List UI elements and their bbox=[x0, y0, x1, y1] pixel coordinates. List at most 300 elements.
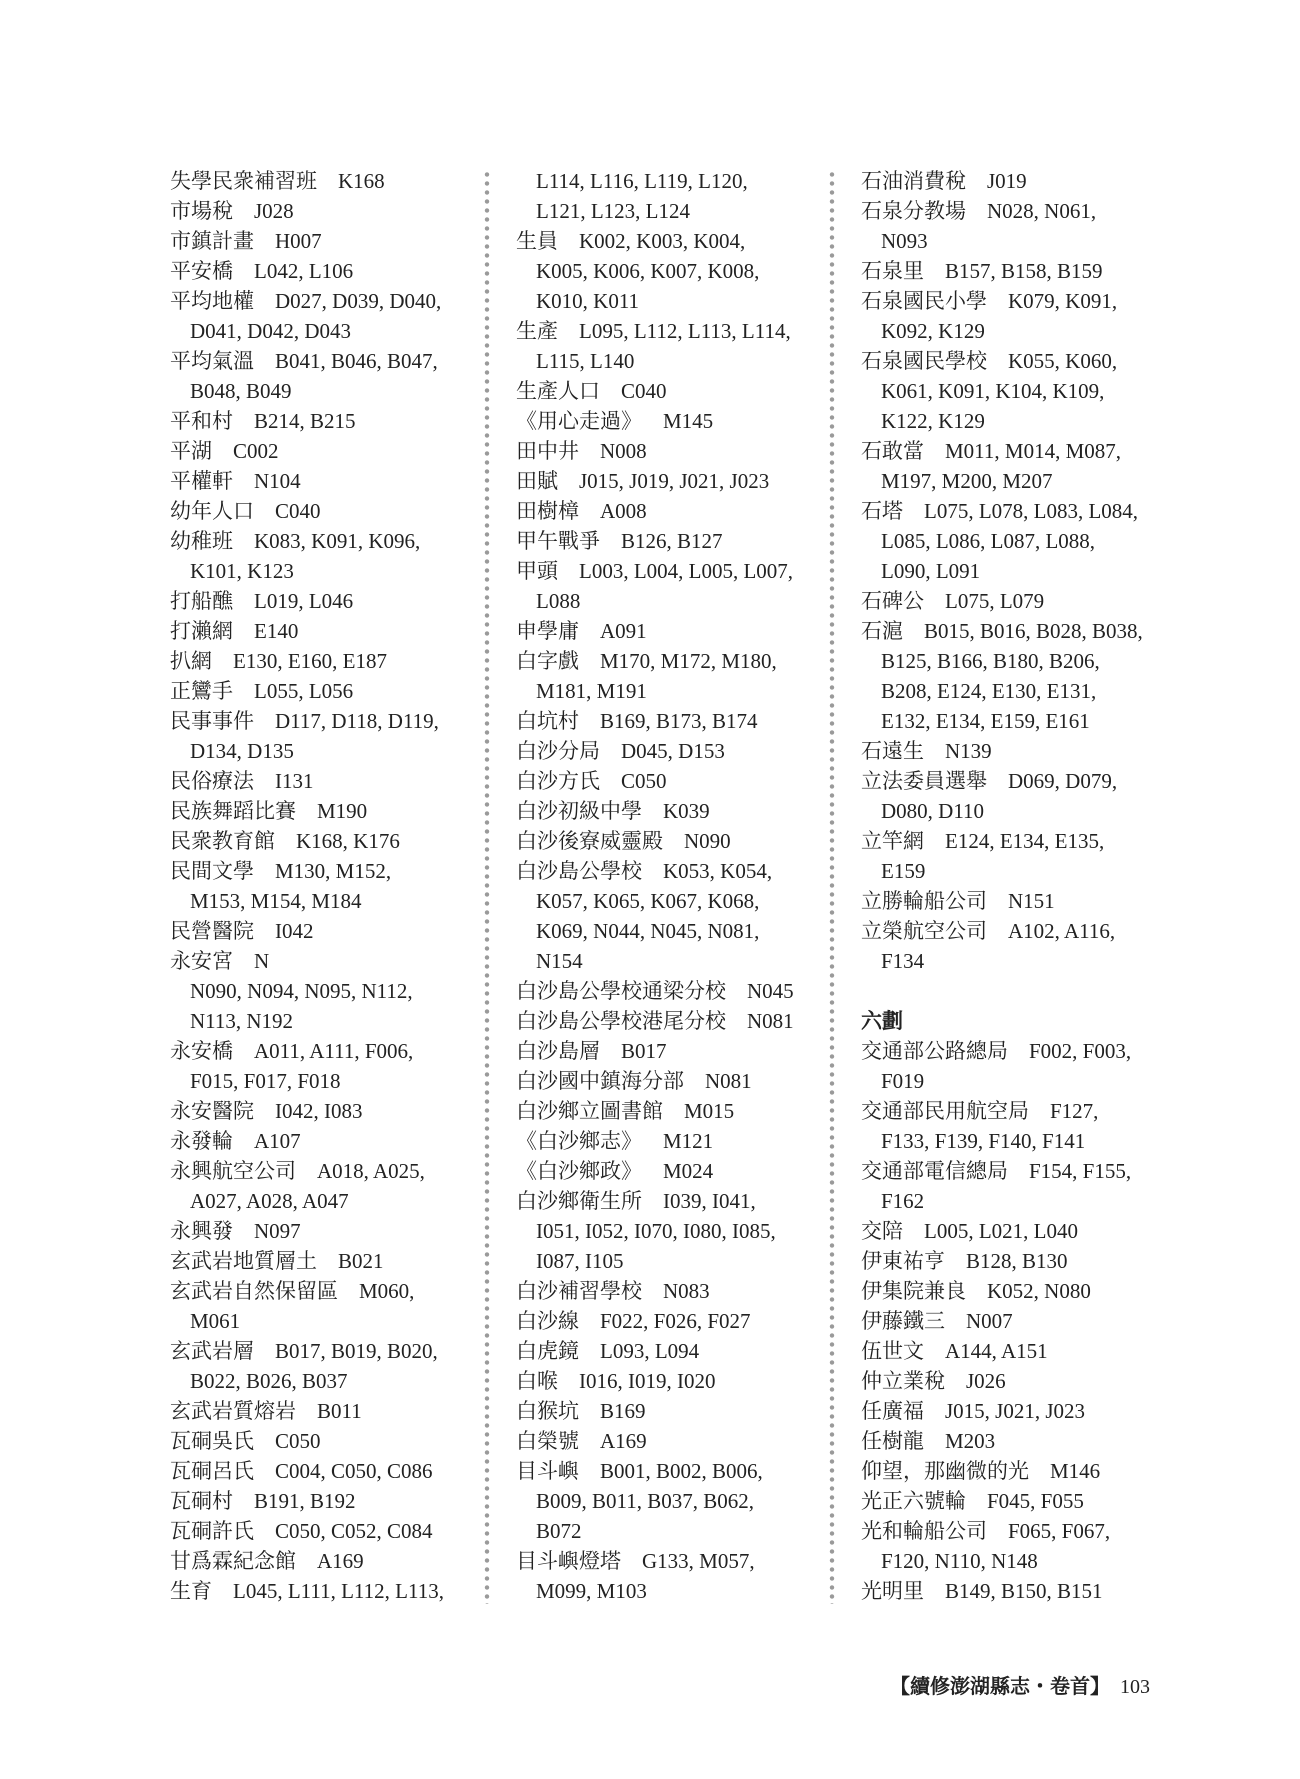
index-entry-line bbox=[861, 886, 1171, 916]
index-entry bbox=[861, 1246, 1171, 1276]
index-refs-continuation: K057, K065, K067, K068, bbox=[536, 889, 760, 913]
index-refs: L093, L094 bbox=[600, 1339, 700, 1363]
index-refs: D069, D079, bbox=[1008, 769, 1118, 793]
index-entry-line bbox=[516, 1036, 826, 1066]
index-term: 生產 bbox=[516, 319, 558, 343]
index-entry-line bbox=[170, 1246, 480, 1276]
index-entry-line bbox=[861, 1576, 1171, 1606]
index-entry-line bbox=[861, 1246, 1171, 1276]
index-refs-continuation: K010, K011 bbox=[536, 289, 640, 313]
index-entry-line bbox=[861, 286, 1171, 316]
index-entry-line bbox=[170, 226, 480, 256]
index-entry-line bbox=[170, 856, 480, 886]
index-entry-line bbox=[861, 1156, 1171, 1186]
index-entry bbox=[516, 1126, 826, 1156]
index-entry bbox=[170, 826, 480, 856]
index-term: 仰望，那幽微的光 bbox=[861, 1459, 1029, 1483]
index-refs-continuation: N093 bbox=[881, 229, 928, 253]
index-refs: A144, A151 bbox=[945, 1339, 1048, 1363]
index-refs: N081 bbox=[747, 1009, 794, 1033]
index-refs-continuation: K061, K091, K104, K109, bbox=[881, 379, 1105, 403]
index-entry bbox=[516, 1066, 826, 1096]
index-term: 民族舞蹈比賽 bbox=[170, 799, 296, 823]
index-entry-line bbox=[861, 1306, 1171, 1336]
index-refs: M146 bbox=[1050, 1459, 1101, 1483]
index-entry-line bbox=[170, 1096, 480, 1126]
index-refs: L003, L004, L005, L007, bbox=[579, 559, 794, 583]
index-refs: L055, L056 bbox=[254, 679, 354, 703]
index-entry-line bbox=[861, 196, 1171, 226]
index-entry-line bbox=[170, 286, 480, 316]
index-entry bbox=[516, 1456, 826, 1546]
index-entry bbox=[516, 706, 826, 736]
index-term: 石敢當 bbox=[861, 439, 924, 463]
index-entry-line bbox=[516, 406, 826, 436]
index-term: 白喉 bbox=[516, 1369, 558, 1393]
index-entry-line bbox=[516, 316, 826, 346]
index-refs-continuation: L090, L091 bbox=[881, 559, 981, 583]
index-entry-line bbox=[861, 1096, 1171, 1126]
index-entry bbox=[861, 496, 1171, 586]
index-refs: J015, J019, J021, J023 bbox=[579, 469, 770, 493]
index-entry-line bbox=[516, 1096, 826, 1126]
index-refs: L095, L112, L113, L114, bbox=[579, 319, 791, 343]
index-entry-line bbox=[861, 766, 1171, 796]
index-refs: B214, B215 bbox=[254, 409, 356, 433]
index-refs: N bbox=[254, 949, 270, 973]
index-refs: A107 bbox=[254, 1129, 301, 1153]
index-term: 市場稅 bbox=[170, 199, 233, 223]
index-entry-line bbox=[170, 256, 480, 286]
index-term: 白榮號 bbox=[516, 1429, 579, 1453]
index-entry-line bbox=[170, 706, 480, 736]
index-entry bbox=[861, 916, 1171, 976]
index-entry-line bbox=[861, 1516, 1171, 1546]
index-refs-continuation: K101, K123 bbox=[190, 559, 294, 583]
index-entry bbox=[861, 1366, 1171, 1396]
index-refs-continuation: L088 bbox=[536, 589, 581, 613]
index-refs: L019, L046 bbox=[254, 589, 354, 613]
index-entry-line bbox=[170, 346, 480, 376]
index-entry bbox=[861, 1276, 1171, 1306]
index-term: 《白沙鄉志》 bbox=[516, 1129, 642, 1153]
index-refs-continuation: F019 bbox=[881, 1069, 925, 1093]
index-entry bbox=[861, 1336, 1171, 1366]
index-refs: F154, F155, bbox=[1029, 1159, 1132, 1183]
index-entry bbox=[170, 916, 480, 946]
index-refs: F045, F055 bbox=[987, 1489, 1084, 1513]
index-refs: I042, I083 bbox=[275, 1099, 363, 1123]
index-term: 立竿網 bbox=[861, 829, 924, 853]
index-refs: F127, bbox=[1050, 1099, 1099, 1123]
index-entry bbox=[516, 1186, 826, 1276]
index-term: 打船醮 bbox=[170, 589, 233, 613]
index-term: 石碑公 bbox=[861, 589, 924, 613]
index-refs: B149, B150, B151 bbox=[945, 1579, 1103, 1603]
index-entry-line bbox=[516, 1456, 826, 1486]
index-refs: B126, B127 bbox=[621, 529, 723, 553]
index-entry-line bbox=[861, 166, 1171, 196]
index-entry-line bbox=[170, 406, 480, 436]
index-term: 民間文學 bbox=[170, 859, 254, 883]
index-entry bbox=[170, 226, 480, 256]
index-entry-line bbox=[170, 496, 480, 526]
index-entry bbox=[170, 1276, 480, 1336]
index-entry-line bbox=[170, 1546, 480, 1576]
index-refs: L075, L078, L083, L084, bbox=[924, 499, 1139, 523]
index-refs-continuation: M181, M191 bbox=[536, 679, 647, 703]
index-entry bbox=[861, 1216, 1171, 1246]
index-entry bbox=[861, 1156, 1171, 1216]
index-entry-line bbox=[516, 1066, 826, 1096]
index-term: 石泉分教場 bbox=[861, 199, 966, 223]
index-refs: E124, E134, E135, bbox=[945, 829, 1105, 853]
index-entry-line bbox=[861, 1426, 1171, 1456]
index-refs: E140 bbox=[254, 619, 299, 643]
index-term: 交通部民用航空局 bbox=[861, 1099, 1029, 1123]
index-entry-line bbox=[861, 1336, 1171, 1366]
index-term: 玄武岩自然保留區 bbox=[170, 1279, 338, 1303]
dotted-column-separator bbox=[484, 170, 490, 1604]
index-entry-line bbox=[170, 1126, 480, 1156]
index-entry bbox=[170, 196, 480, 226]
index-term: 白沙鄉立圖書館 bbox=[516, 1099, 663, 1123]
index-term: 目斗嶼 bbox=[516, 1459, 579, 1483]
index-term: 立榮航空公司 bbox=[861, 919, 987, 943]
index-refs: B001, B002, B006, bbox=[600, 1459, 763, 1483]
index-entry-line bbox=[170, 646, 480, 676]
index-term: 正鸞手 bbox=[170, 679, 233, 703]
index-entry-line bbox=[516, 706, 826, 736]
index-refs: M121 bbox=[663, 1129, 714, 1153]
index-entry bbox=[170, 496, 480, 526]
index-term: 永安宮 bbox=[170, 949, 233, 973]
index-refs: N151 bbox=[1008, 889, 1055, 913]
index-refs: D027, D039, D040, bbox=[275, 289, 442, 313]
index-entry bbox=[170, 346, 480, 406]
index-refs: C002 bbox=[233, 439, 279, 463]
index-entry bbox=[516, 496, 826, 526]
index-refs: B017 bbox=[621, 1039, 667, 1063]
index-term: 白字戲 bbox=[516, 649, 579, 673]
index-term: 瓦硐許氏 bbox=[170, 1519, 254, 1543]
index-refs-continuation: F162 bbox=[881, 1189, 925, 1213]
index-term: 白沙後寮威靈殿 bbox=[516, 829, 663, 853]
index-refs: B157, B158, B159 bbox=[945, 259, 1103, 283]
index-refs: L005, L021, L040 bbox=[924, 1219, 1078, 1243]
index-entry-line bbox=[170, 1426, 480, 1456]
index-term: 失學民衆補習班 bbox=[170, 169, 317, 193]
index-term: 甘爲霖紀念館 bbox=[170, 1549, 296, 1573]
index-term: 申學庸 bbox=[516, 619, 579, 643]
index-term: 白沙島公學校港尾分校 bbox=[516, 1009, 726, 1033]
index-entry-line bbox=[516, 1426, 826, 1456]
index-entry-line bbox=[170, 676, 480, 706]
index-entry-line bbox=[861, 586, 1171, 616]
index-term: 田樹樟 bbox=[516, 499, 579, 523]
index-entry-line bbox=[861, 916, 1171, 946]
index-term: 伍世文 bbox=[861, 1339, 924, 1363]
index-entry bbox=[861, 166, 1171, 196]
index-entry-line bbox=[516, 736, 826, 766]
index-entry bbox=[516, 1366, 826, 1396]
index-refs: A169 bbox=[317, 1549, 364, 1573]
index-term: 平權軒 bbox=[170, 469, 233, 493]
index-refs-continuation: E159 bbox=[881, 859, 926, 883]
index-refs: L045, L111, L112, L113, bbox=[233, 1579, 444, 1603]
index-entry-line bbox=[516, 1546, 826, 1576]
index-entry-line bbox=[861, 1456, 1171, 1486]
index-entry bbox=[861, 1396, 1171, 1426]
index-term: 生產人口 bbox=[516, 379, 600, 403]
index-refs: A091 bbox=[600, 619, 647, 643]
index-refs: M015 bbox=[684, 1099, 735, 1123]
index-entry bbox=[516, 316, 826, 376]
index-refs-continuation: B022, B026, B037 bbox=[190, 1369, 348, 1393]
index-refs: N008 bbox=[600, 439, 647, 463]
index-refs: N045 bbox=[747, 979, 794, 1003]
index-refs-continuation: K122, K129 bbox=[881, 409, 985, 433]
index-term: 永興航空公司 bbox=[170, 1159, 296, 1183]
index-entry bbox=[861, 886, 1171, 916]
index-term: 白沙補習學校 bbox=[516, 1279, 642, 1303]
index-entry-line bbox=[170, 526, 480, 556]
index-entry bbox=[516, 1336, 826, 1366]
index-entry-line bbox=[861, 256, 1171, 286]
index-refs: N104 bbox=[254, 469, 301, 493]
index-term: 石泉里 bbox=[861, 259, 924, 283]
index-entry bbox=[861, 196, 1171, 256]
index-entry-line bbox=[861, 1276, 1171, 1306]
index-column-1 bbox=[170, 166, 480, 1606]
index-refs: B191, B192 bbox=[254, 1489, 356, 1513]
index-term: 交陪 bbox=[861, 1219, 903, 1243]
index-refs: K039 bbox=[663, 799, 710, 823]
index-term: 光和輪船公司 bbox=[861, 1519, 987, 1543]
index-refs-continuation: M061 bbox=[190, 1309, 241, 1333]
index-term: 白沙島公學校 bbox=[516, 859, 642, 883]
index-refs: H007 bbox=[275, 229, 322, 253]
index-entry bbox=[170, 1426, 480, 1456]
index-refs: M145 bbox=[663, 409, 714, 433]
index-entry bbox=[170, 526, 480, 586]
index-term: 白猴坑 bbox=[516, 1399, 579, 1423]
index-term: 交通部電信總局 bbox=[861, 1159, 1008, 1183]
index-refs: M190 bbox=[317, 799, 368, 823]
index-entry bbox=[861, 1306, 1171, 1336]
index-entry bbox=[170, 706, 480, 766]
index-entry bbox=[861, 436, 1171, 496]
index-entry bbox=[170, 1396, 480, 1426]
index-refs: J019 bbox=[987, 169, 1027, 193]
index-term: 平均地權 bbox=[170, 289, 254, 313]
index-entry-line bbox=[516, 226, 826, 256]
index-refs: B017, B019, B020, bbox=[275, 1339, 438, 1363]
index-term: 伊東祐亨 bbox=[861, 1249, 945, 1273]
page-footer bbox=[890, 1670, 1150, 1699]
index-refs-continuation: I051, I052, I070, I080, I085, bbox=[536, 1219, 776, 1243]
index-refs: C040 bbox=[621, 379, 667, 403]
index-entry-line bbox=[170, 1576, 480, 1606]
index-entry-line bbox=[516, 496, 826, 526]
index-refs: C004, C050, C086 bbox=[275, 1459, 433, 1483]
index-entry bbox=[516, 1036, 826, 1066]
index-entry-line bbox=[516, 1306, 826, 1336]
index-entry bbox=[170, 1486, 480, 1516]
index-refs: B011 bbox=[317, 1399, 362, 1423]
index-refs: K055, K060, bbox=[1008, 349, 1118, 373]
index-refs: K083, K091, K096, bbox=[254, 529, 421, 553]
index-term: 生員 bbox=[516, 229, 558, 253]
index-refs: B015, B016, B028, B038, bbox=[924, 619, 1143, 643]
index-term: 白沙國中鎮海分部 bbox=[516, 1069, 684, 1093]
index-term: 《用心走過》 bbox=[516, 409, 642, 433]
index-entry-line bbox=[516, 1366, 826, 1396]
index-entry-line bbox=[170, 1516, 480, 1546]
index-entry bbox=[516, 226, 826, 316]
index-term: 白沙初級中學 bbox=[516, 799, 642, 823]
index-refs: E130, E160, E187 bbox=[233, 649, 387, 673]
index-term: 平湖 bbox=[170, 439, 212, 463]
index-term: 玄武岩地質層土 bbox=[170, 1249, 317, 1273]
index-term: 玄武岩層 bbox=[170, 1339, 254, 1363]
index-refs: F022, F026, F027 bbox=[600, 1309, 751, 1333]
index-refs-continuation: I087, I105 bbox=[536, 1249, 624, 1273]
index-refs-continuation: K005, K006, K007, K008, bbox=[536, 259, 760, 283]
index-refs: K168 bbox=[338, 169, 385, 193]
index-entry bbox=[516, 856, 826, 976]
index-term: 石油消費稅 bbox=[861, 169, 966, 193]
index-entry bbox=[516, 1096, 826, 1126]
index-entry bbox=[170, 676, 480, 706]
index-entry-line bbox=[170, 436, 480, 466]
index-entry-line bbox=[516, 436, 826, 466]
index-entry-line bbox=[170, 196, 480, 226]
index-entry-line bbox=[516, 376, 826, 406]
index-entry bbox=[861, 1426, 1171, 1456]
index-column-3 bbox=[861, 166, 1171, 1606]
index-refs: M060, bbox=[359, 1279, 415, 1303]
index-term: 田賦 bbox=[516, 469, 558, 493]
index-entry bbox=[170, 646, 480, 676]
index-refs-continuation: L085, L086, L087, L088, bbox=[881, 529, 1096, 553]
index-entry-line bbox=[516, 556, 826, 586]
index-entry bbox=[516, 1426, 826, 1456]
index-term: 生育 bbox=[170, 1579, 212, 1603]
index-term: 扒網 bbox=[170, 649, 212, 673]
index-entry-line bbox=[516, 1276, 826, 1306]
index-entry bbox=[170, 1246, 480, 1276]
index-entry bbox=[861, 586, 1171, 616]
index-refs: A169 bbox=[600, 1429, 647, 1453]
index-refs-continuation: B048, B049 bbox=[190, 379, 292, 403]
index-refs-continuation: A027, A028, A047 bbox=[190, 1189, 349, 1213]
index-entry bbox=[170, 1336, 480, 1396]
index-term: 市鎮計畫 bbox=[170, 229, 254, 253]
index-entry bbox=[170, 856, 480, 916]
index-entry-line bbox=[170, 466, 480, 496]
index-entry-line bbox=[516, 766, 826, 796]
index-refs: N090 bbox=[684, 829, 731, 853]
index-entry bbox=[170, 796, 480, 826]
stroke-count-heading: 六劃 bbox=[861, 1009, 903, 1033]
index-entry-line bbox=[516, 1186, 826, 1216]
index-entry-line bbox=[170, 826, 480, 856]
index-term: 平和村 bbox=[170, 409, 233, 433]
index-term: 永發輪 bbox=[170, 1129, 233, 1153]
index-entry bbox=[861, 1096, 1171, 1156]
index-refs-continuation: K092, K129 bbox=[881, 319, 985, 343]
index-term: 光明里 bbox=[861, 1579, 924, 1603]
index-entry-line bbox=[861, 1366, 1171, 1396]
index-refs: M130, M152, bbox=[275, 859, 392, 883]
index-entry bbox=[516, 616, 826, 646]
index-entry-line bbox=[516, 1336, 826, 1366]
index-entry-line bbox=[170, 946, 480, 976]
index-refs-continuation: F120, N110, N148 bbox=[881, 1549, 1038, 1573]
index-term: 任廣福 bbox=[861, 1399, 924, 1423]
index-entry bbox=[516, 976, 826, 1006]
index-term: 永興發 bbox=[170, 1219, 233, 1243]
index-entry bbox=[861, 1486, 1171, 1516]
index-refs-continuation: D080, D110 bbox=[881, 799, 985, 823]
index-entry-line bbox=[170, 766, 480, 796]
index-entry-line bbox=[861, 1216, 1171, 1246]
index-term: 甲頭 bbox=[516, 559, 558, 583]
index-term: 石泉國民小學 bbox=[861, 289, 987, 313]
index-term: 打瀨網 bbox=[170, 619, 233, 643]
index-refs: B169, B173, B174 bbox=[600, 709, 758, 733]
index-entry bbox=[516, 1396, 826, 1426]
index-entry bbox=[170, 1096, 480, 1126]
index-entry bbox=[170, 1216, 480, 1246]
index-term: 瓦硐呂氏 bbox=[170, 1459, 254, 1483]
index-refs-continuation: K069, N044, N045, N081, bbox=[536, 919, 760, 943]
index-term: 石泉國民學校 bbox=[861, 349, 987, 373]
index-term: 石滬 bbox=[861, 619, 903, 643]
index-term: 立法委員選舉 bbox=[861, 769, 987, 793]
index-term: 平均氣溫 bbox=[170, 349, 254, 373]
index-refs-continuation: D134, D135 bbox=[190, 739, 294, 763]
index-entry bbox=[516, 736, 826, 766]
index-term: 平安橋 bbox=[170, 259, 233, 283]
index-term: 交通部公路總局 bbox=[861, 1039, 1008, 1063]
index-entry-line bbox=[516, 646, 826, 676]
index-refs-continuation: M153, M154, M184 bbox=[190, 889, 362, 913]
index-entry bbox=[516, 166, 826, 226]
page-number: 103 bbox=[1120, 1676, 1150, 1698]
index-entry bbox=[516, 376, 826, 406]
index-entry-line bbox=[861, 736, 1171, 766]
index-term: 瓦硐村 bbox=[170, 1489, 233, 1513]
index-entry-line bbox=[516, 616, 826, 646]
index-entry-line bbox=[861, 436, 1171, 466]
index-refs: C040 bbox=[275, 499, 321, 523]
index-entry bbox=[516, 826, 826, 856]
index-refs: D045, D153 bbox=[621, 739, 725, 763]
index-term: 白沙方氏 bbox=[516, 769, 600, 793]
index-entry bbox=[861, 286, 1171, 346]
index-entry-line bbox=[861, 1396, 1171, 1426]
index-entry bbox=[170, 286, 480, 346]
index-entry-line bbox=[861, 1486, 1171, 1516]
index-term: 伊集院兼良 bbox=[861, 1279, 966, 1303]
index-entry bbox=[516, 646, 826, 706]
index-refs: M011, M014, M087, bbox=[945, 439, 1121, 463]
index-entry-line bbox=[170, 1036, 480, 1066]
index-refs-continuation: B208, E124, E130, E131, bbox=[881, 679, 1097, 703]
index-entry bbox=[861, 1576, 1171, 1606]
